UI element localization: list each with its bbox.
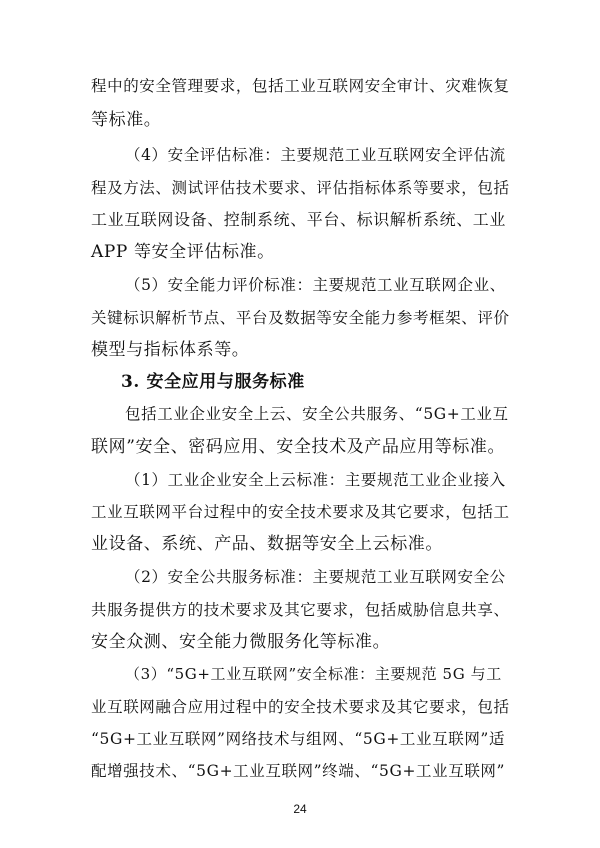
body-text-line: 安全众测、安全能力微服务化等标准。 bbox=[91, 632, 391, 652]
list-item-1: （1）工业企业安全上云标准：主要规范工业企业接入 bbox=[125, 471, 506, 489]
body-text-line: 工业互联网设备、控制系统、平台、标识解析系统、工业 bbox=[91, 210, 507, 229]
body-text-line: 业互联网融合应用过程中的安全技术要求及其它要求，包括 bbox=[91, 698, 510, 716]
body-text-line: 模型与指标体系等。 bbox=[91, 340, 250, 360]
list-item-5: （5）安全能力评价标准：主要规范工业互联网企业、 bbox=[125, 276, 506, 294]
body-text-line: 业设备、系统、产品、数据等安全上云标准。 bbox=[91, 534, 443, 554]
body-text-line: 程中的安全管理要求，包括工业互联网安全审计、灾难恢复 bbox=[91, 77, 510, 95]
list-item-2: （2）安全公共服务标准：主要规范工业互联网安全公 bbox=[125, 568, 506, 586]
page-number: 24 bbox=[293, 802, 307, 816]
body-text-line: 程及方法、测试评估技术要求、评估指标体系等要求，包括 bbox=[91, 179, 510, 197]
body-text-line: 包括工业企业安全上云、安全公共服务、“5G+工业互 bbox=[125, 405, 509, 423]
body-text-line: 共服务提供方的技术要求及其它要求，包括威胁信息共享、 bbox=[91, 601, 510, 619]
body-text-line: “5G+工业互联网”网络技术与组网、“5G+工业互联网”适 bbox=[91, 730, 506, 748]
list-item-3: （3）“5G+工业互联网”安全标准：主要规范 5G 与工 bbox=[125, 665, 502, 683]
body-text-line: 配增强技术、“5G+工业互联网”终端、“5G+工业互联网” bbox=[91, 762, 506, 780]
list-item-4: （4）安全评估标准：主要规范工业互联网安全评估流 bbox=[125, 146, 506, 164]
body-text-line: 关键标识解析节点、平台及数据等安全能力参考框架、评价 bbox=[91, 309, 510, 327]
section-heading: 3. 安全应用与服务标准 bbox=[121, 372, 305, 392]
body-text-line: 等标准。 bbox=[91, 110, 162, 130]
body-text-line: 联网”安全、密码应用、安全技术及产品应用等标准。 bbox=[91, 437, 506, 457]
body-text-line: APP 等安全评估标准。 bbox=[91, 242, 275, 262]
body-text-line: 工业互联网平台过程中的安全技术要求及其它要求，包括工 bbox=[91, 503, 510, 521]
